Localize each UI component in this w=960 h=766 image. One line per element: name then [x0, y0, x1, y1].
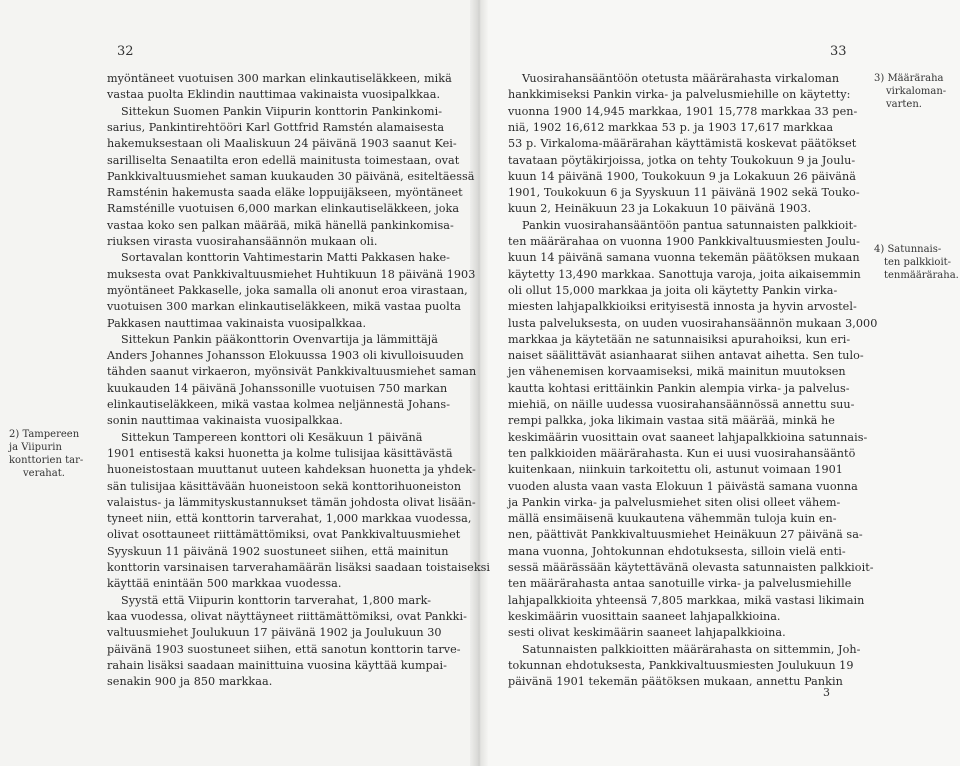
text-line: tavataan pöytäkirjoissa, jotka on tehty Toukokuun 9 ja Joulu- [508, 153, 856, 167]
right-margin-note-3 [874, 72, 946, 111]
text-line: konttorin varsinaisen tarverahamäärän lisäksi saadaan toistaiseksi [107, 561, 491, 574]
margin-note-line: varten. [886, 99, 922, 110]
text-line: olivat osottauneet riittämättömiksi, ovat Pankkivaltuusmiehet [107, 528, 461, 542]
text-line: kaa vuodessa, olivat näyttäyneet riittämättömiksi, ovat Pankki- [107, 609, 467, 623]
text-line: myöntäneet Pakkaselle, joka samalla oli anonut eroa virastaan, [107, 283, 468, 297]
margin-note-line: 4) Satunnais- [874, 244, 942, 255]
text-line: naiset säälittävät asianhaarat siihen antavat aihetta. Sen tulo- [508, 349, 864, 363]
text-line: ten palkkioiden määrärahasta. Kun ei uusi vuosirahansääntö [508, 446, 856, 460]
text-line: tyneet niin, että konttorin tarverahat, 1,000 markkaa vuodessa, [107, 512, 472, 526]
right-page-number: 33 [830, 44, 847, 59]
text-line: vuoden alusta vaan vasta Elokuun 1 päivästä samana vuonna [508, 479, 858, 493]
book-gutter [470, 0, 488, 766]
text-line: Pakkasen nauttimaa vakinaista vuosipalkkaa. [107, 316, 367, 330]
text-line: ten määrärahaa on vuonna 1900 Pankkivaltuusmiesten Joulu- [508, 235, 860, 248]
text-line: rempi palkka, joka likimain vastaa sitä määrää, minkä he [508, 414, 835, 428]
text-line: Anders Johannes Johansson Elokuussa 1903 oli kivulloisuuden [107, 349, 464, 363]
text-line: vuotuisen 300 markan elinkautiseläkkeen, mikä vastaa puolta [107, 300, 461, 314]
text-line: mana vuonna, Johtokunnan ehdotuksesta, silloin vielä enti- [508, 544, 846, 558]
text-line: hankkimiseksi Pankin virka- ja palvelusmiehille on käytetty: [508, 88, 851, 102]
text-line: miesten lahjapalkkioiksi erityisestä innosta ja hyvin arvostel- [508, 300, 857, 314]
text-line: senakin 900 ja 850 markkaa. [107, 675, 273, 689]
text-line: huoneistostaan muuttanut uuteen kahdeksan huonetta ja yhdek- [107, 463, 476, 477]
text-line: Ramsténille vuotuisen 6,000 markan elinkautiseläkkeen, joka [107, 202, 460, 216]
text-line: sesti olivat keskimäärin saaneet lahjapalkkioina. [508, 626, 786, 640]
text-line: rahain lisäksi saadaan mainittuina vuosina käyttää kumpai- [107, 658, 447, 672]
text-line: Pankkivaltuusmiehet saman kuukauden 30 päivänä, esiteltäessä [107, 169, 475, 183]
text-line: Sortavalan konttorin Vahtimestarin Matti Pakkasen hake- [121, 251, 450, 265]
text-line: sarilliselta Senaatilta eron edellä mainitusta toimestaan, ovat [107, 153, 460, 167]
text-line: Pankin vuosirahansääntöön pantua satunnaisten palkkioit- [522, 218, 857, 232]
text-line: miehiä, on näille uudessa vuosirahansäännössä annettu suu- [508, 398, 855, 411]
margin-note-line: ja Viipurin [9, 442, 62, 453]
margin-note-line: 2) Tampereen [9, 429, 80, 440]
text-line: Vuosirahansääntöön otetusta määrärahasta virkaloman [522, 72, 840, 85]
text-line: kuun 14 päivänä samana vuonna tekemän päätöksen mukaan [508, 251, 860, 265]
text-line: 1901, Toukokuun 6 ja Syyskuun 11 päivänä 1902 sekä Touko- [508, 186, 860, 200]
text-line: kuun 2, Heinäkuun 23 ja Lokakuun 10 päivänä 1903. [508, 202, 812, 216]
text-line: myöntäneet vuotuisen 300 markan elinkautiseläkkeen, mikä [107, 72, 452, 85]
text-line: käytetty 13,490 markkaa. Sanottuja varoja, joita aikaisemmin [508, 267, 861, 281]
text-line: ten määrärahasta antaa sanotuille virka- ja palvelusmiehille [508, 577, 852, 591]
text-line: sessä määrässään käytettävänä olevasta satunnaisten palkkioit- [508, 561, 874, 574]
text-line: 53 p. Virkaloma-määrärahan käyttämistä koskevat päätökset [508, 137, 857, 151]
text-line: vuonna 1900 14,945 markkaa, 1901 15,778 markkaa 33 pen- [508, 104, 858, 118]
text-line: ja Pankin virka- ja palvelusmiehet siten olisi olleet vähem- [508, 495, 841, 509]
margin-note-line: 3) Määräraha [874, 73, 944, 84]
margin-note-line: konttorien tar- [9, 455, 84, 466]
text-line: Ramsténin hakemusta saada eläke loppuijäkseen, myöntäneet [107, 186, 463, 200]
text-line: jen vähenemisen korvaamiseksi, mikä mainitun muutoksen [508, 365, 846, 379]
signature-mark: 3 [823, 686, 830, 699]
text-line: Syyskuun 11 päivänä 1902 suostuneet siihen, että mainitun [107, 544, 449, 558]
text-line: elinkautiseläkkeen, mikä vastaa kolmea neljännestä Johans- [107, 398, 451, 411]
text-line: sonin nauttimaa vakinaista vuosipalkkaa. [107, 414, 343, 428]
text-line: vastaa puolta Eklindin nauttimaa vakinaista vuosipalkkaa. [107, 88, 441, 102]
left-page-number: 32 [117, 44, 134, 59]
text-line: Sittekun Pankin pääkonttorin Ovenvartija ja lämmittäjä [121, 332, 438, 346]
text-line: kautta kohtasi erittäinkin Pankin alempia virka- ja palvelus- [508, 381, 850, 395]
margin-note-line: virkaloman- [886, 86, 947, 97]
text-line: tähden saanut virkaeron, myönsivät Pankkivaltuusmiehet saman [107, 365, 477, 379]
text-line: Sittekun Suomen Pankin Viipurin konttorin Pankinkomi- [121, 104, 443, 118]
margin-note-line: tenmääräraha. [884, 270, 959, 281]
text-line: nen, päättivät Pankkivaltuusmiehet Heinäkuun 27 päivänä sa- [508, 528, 863, 542]
text-line: kuun 14 päivänä 1900, Toukokuun 9 ja Lokakuun 26 päivänä [508, 169, 856, 183]
text-line: oli ollut 15,000 markkaa ja joita oli käytetty Pankin virka- [508, 283, 838, 297]
text-line: lusta palveluksesta, on uuden vuosirahansäännön mukaan 3,000 [508, 316, 878, 330]
text-line: vastaa koko sen palkan määrää, mikä hänellä pankinkomisa- [107, 218, 454, 232]
text-line: Satunnaisten palkkioitten määrärahasta on sittemmin, Joh- [522, 642, 861, 656]
text-line: Sittekun Tampereen konttori oli Kesäkuun 1 päivänä [121, 430, 423, 444]
text-line: niä, 1902 16,612 markkaa 53 p. ja 1903 17,617 markkaa [508, 120, 834, 134]
text-line: 1901 entisestä kaksi huonetta ja kolme tulisijaa käsittävästä [107, 446, 453, 460]
text-line: sarius, Pankintirehtööri Karl Gottfrid Ramstén alamaisesta [107, 120, 445, 134]
margin-note-line: verahat. [23, 468, 65, 479]
text-line: mällä ensimäisenä kuukautena vähemmän tuloja kuin en- [508, 512, 837, 526]
right-margin-note-4 [874, 243, 959, 282]
text-line: tokunnan ehdotuksesta, Pankkivaltuusmiesten Joulukuun 19 [508, 658, 854, 672]
text-line: käyttää enintään 500 markkaa vuodessa. [107, 577, 342, 591]
text-line: kuukauden 14 päivänä Johanssonille vuotuisen 750 markan [107, 381, 448, 395]
text-line: keskimäärin vuosittain saaneet lahjapalkkioina. [508, 609, 781, 623]
margin-note-line: ten palkkioit- [884, 257, 952, 268]
text-line: keskimäärin vuosittain ovat saaneet lahjapalkkioina satunnais- [508, 430, 868, 444]
text-line: päivänä 1903 suostuneet siihen, että sanotun konttorin tarve- [107, 642, 461, 656]
text-line: muksesta ovat Pankkivaltuusmiehet Huhtikuun 18 päivänä 1903 [107, 267, 476, 281]
left-margin-note [9, 428, 83, 480]
text-line: riuksen virasta vuosirahansäännön mukaan oli. [107, 235, 378, 248]
text-line: hakemuksestaan oli Maaliskuun 24 päivänä 1903 saanut Kei- [107, 137, 457, 151]
text-line: valaistus- ja lämmityskustannukset tämän johdosta olivat lisään- [107, 495, 476, 509]
text-line: lahjapalkkioita yhteensä 7,805 markkaa, mikä vastasi likimain [508, 593, 865, 607]
text-line: valtuusmiehet Joulukuun 17 päivänä 1902 ja Joulukuun 30 [107, 626, 442, 640]
text-line: päivänä 1901 tekemän päätöksen mukaan, annettu Pankin [508, 675, 843, 689]
text-line: kuitenkaan, niinkuin tarkoitettu oli, astunut voimaan 1901 [508, 463, 843, 477]
text-line: sän tulisijaa käsittävään huoneistoon sekä konttorihuoneiston [107, 479, 462, 493]
text-line: Syystä että Viipurin konttorin tarverahat, 1,800 mark- [121, 593, 432, 607]
text-line: markkaa ja käytetään ne satunnaisiksi apurahoiksi, kun eri- [508, 332, 851, 346]
